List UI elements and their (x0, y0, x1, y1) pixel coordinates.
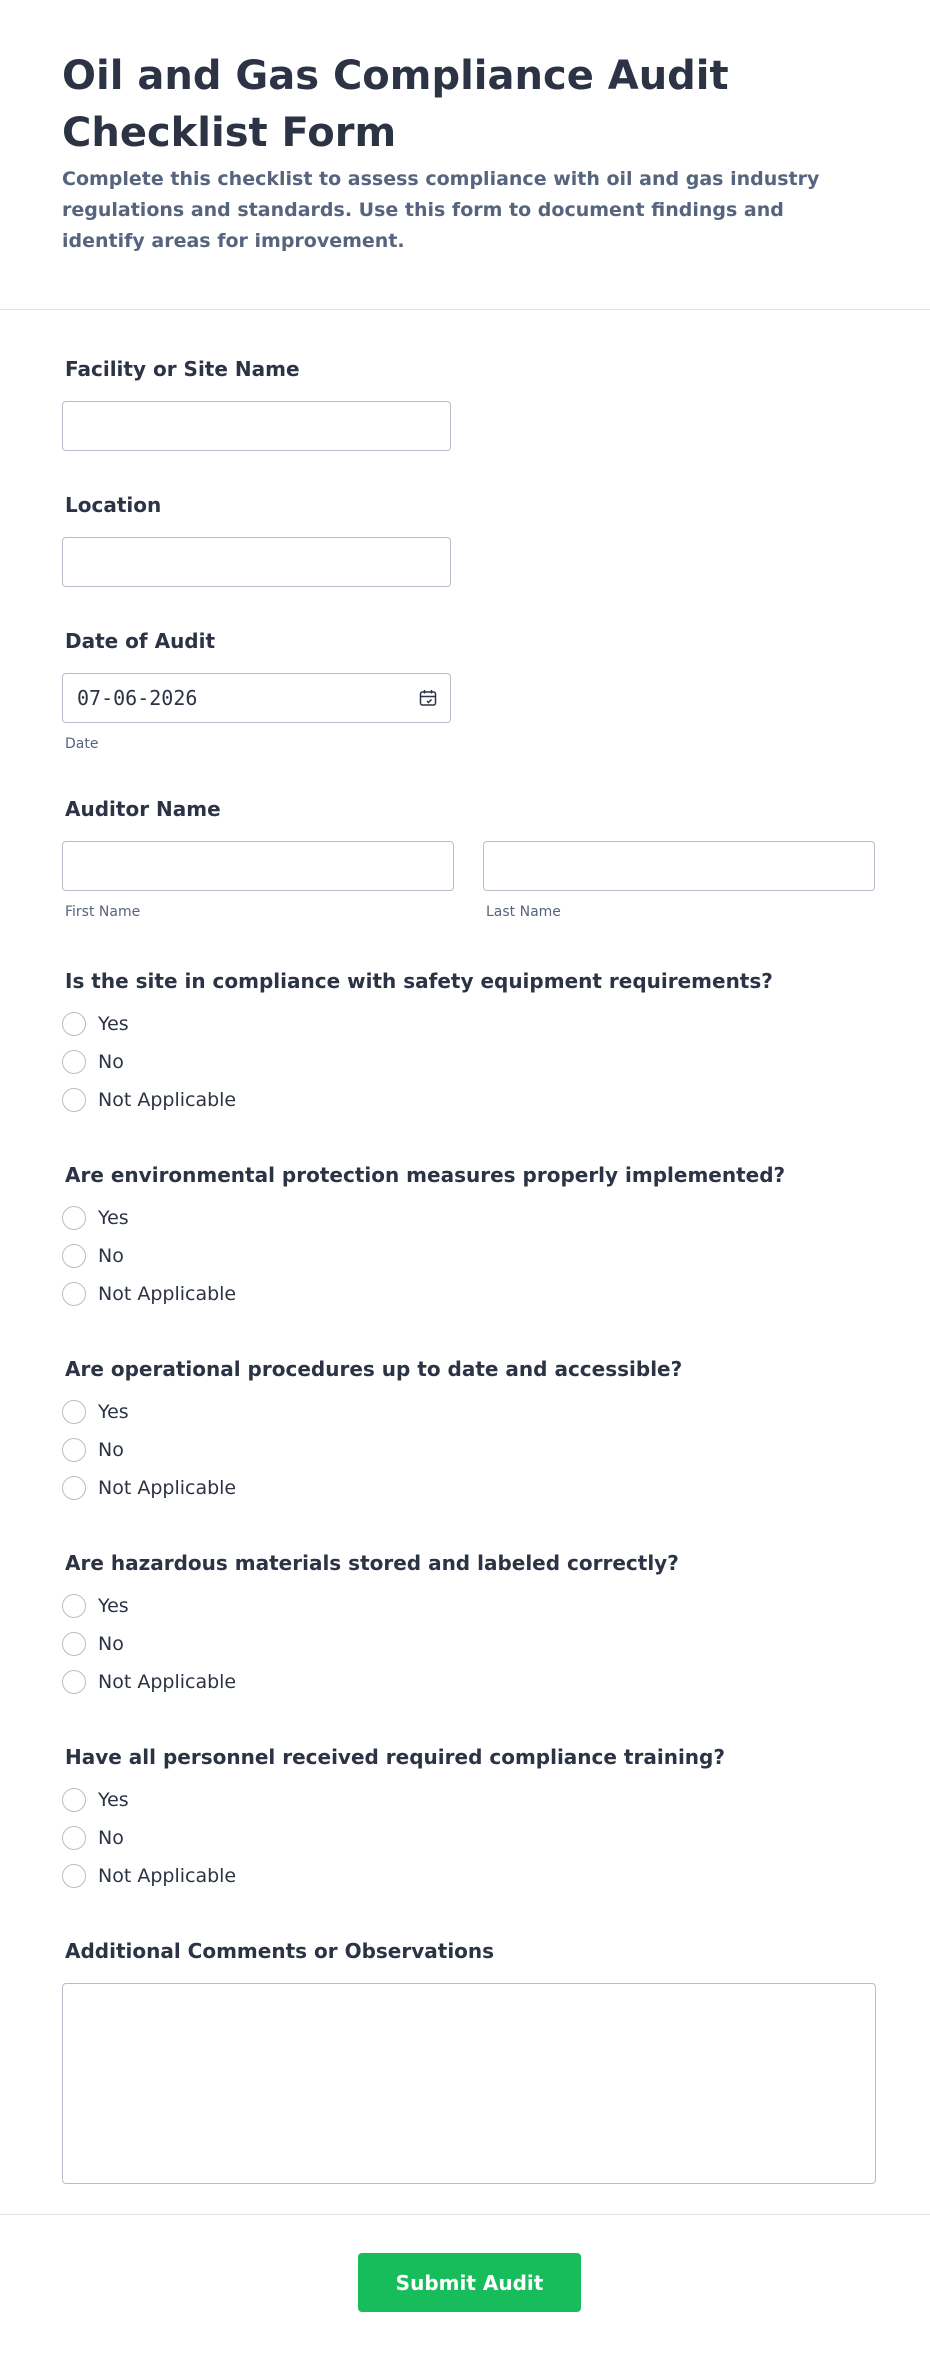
radio-button[interactable] (62, 1282, 86, 1306)
radio-option-label: No (98, 1051, 124, 1073)
radio-button[interactable] (62, 1438, 86, 1462)
radio-button[interactable] (62, 1400, 86, 1424)
facility-label: Facility or Site Name (65, 357, 300, 381)
radio-option-label: Not Applicable (98, 1865, 237, 1887)
radio-button[interactable] (62, 1476, 86, 1500)
radio-option-not-applicable[interactable] (62, 1085, 236, 1115)
radio-button[interactable] (62, 1670, 86, 1694)
radio-option-no[interactable] (62, 1629, 124, 1659)
date-label: Date of Audit (65, 629, 216, 653)
radio-button[interactable] (62, 1594, 86, 1618)
footer-divider (0, 2214, 930, 2215)
radio-option-not-applicable[interactable] (62, 1279, 236, 1309)
radio-option-label: Yes (98, 1789, 129, 1811)
radio-option-no[interactable] (62, 1047, 124, 1077)
radio-option-label: No (98, 1827, 124, 1849)
first-name-sublabel: First Name (65, 904, 141, 920)
radio-option-label: No (98, 1633, 124, 1655)
question-label: Are environmental protection measures properly implemented? (65, 1163, 786, 1187)
last-name-sublabel: Last Name (486, 904, 561, 920)
auditor-first-name-input[interactable] (62, 841, 454, 891)
auditor-last-name-input[interactable] (483, 841, 875, 891)
radio-option-yes[interactable] (62, 1009, 129, 1039)
radio-button[interactable] (62, 1826, 86, 1850)
date-sublabel: Date (65, 736, 99, 752)
comments-label: Additional Comments or Observations (65, 1939, 495, 1963)
submit-audit-button[interactable]: Submit Audit (358, 2253, 581, 2312)
form-header (0, 0, 930, 310)
radio-button[interactable] (62, 1864, 86, 1888)
radio-option-label: Yes (98, 1013, 129, 1035)
radio-button[interactable] (62, 1088, 86, 1112)
radio-option-yes[interactable] (62, 1591, 129, 1621)
calendar-icon[interactable] (418, 688, 438, 708)
location-input[interactable] (62, 537, 451, 587)
radio-option-not-applicable[interactable] (62, 1667, 236, 1697)
location-label: Location (65, 493, 162, 517)
radio-option-yes[interactable] (62, 1397, 129, 1427)
radio-option-label: Yes (98, 1595, 129, 1617)
radio-option-label: Not Applicable (98, 1283, 237, 1305)
question-label: Is the site in compliance with safety equipment requirements? (65, 969, 773, 993)
radio-option-label: Yes (98, 1401, 129, 1423)
radio-option-no[interactable] (62, 1241, 124, 1271)
auditor-label: Auditor Name (65, 797, 221, 821)
question-label: Are operational procedures up to date and accessible? (65, 1357, 683, 1381)
radio-option-label: No (98, 1245, 124, 1267)
question-label: Are hazardous materials stored and labeled correctly? (65, 1551, 679, 1575)
radio-option-label: No (98, 1439, 124, 1461)
form-description: Complete this checklist to assess compliance with oil and gas industry regulations and standards. Use this form to document findings and identify areas for improvement. (62, 168, 820, 252)
comments-textarea[interactable] (62, 1983, 876, 2184)
radio-option-not-applicable[interactable] (62, 1473, 236, 1503)
radio-option-not-applicable[interactable] (62, 1861, 236, 1891)
form-title: Oil and Gas Compliance Audit Checklist Form (62, 53, 729, 156)
radio-option-label: Not Applicable (98, 1089, 237, 1111)
radio-option-label: Not Applicable (98, 1671, 237, 1693)
date-value: 07-06-2026 (77, 686, 198, 710)
radio-option-label: Not Applicable (98, 1477, 237, 1499)
radio-option-yes[interactable] (62, 1203, 129, 1233)
radio-button[interactable] (62, 1012, 86, 1036)
question-label: Have all personnel received required compliance training? (65, 1745, 725, 1769)
radio-button[interactable] (62, 1206, 86, 1230)
date-input[interactable] (62, 673, 451, 723)
radio-option-yes[interactable] (62, 1785, 129, 1815)
radio-button[interactable] (62, 1244, 86, 1268)
radio-option-no[interactable] (62, 1823, 124, 1853)
radio-button[interactable] (62, 1050, 86, 1074)
radio-option-label: Yes (98, 1207, 129, 1229)
radio-button[interactable] (62, 1632, 86, 1656)
facility-input[interactable] (62, 401, 451, 451)
radio-option-no[interactable] (62, 1435, 124, 1465)
radio-button[interactable] (62, 1788, 86, 1812)
